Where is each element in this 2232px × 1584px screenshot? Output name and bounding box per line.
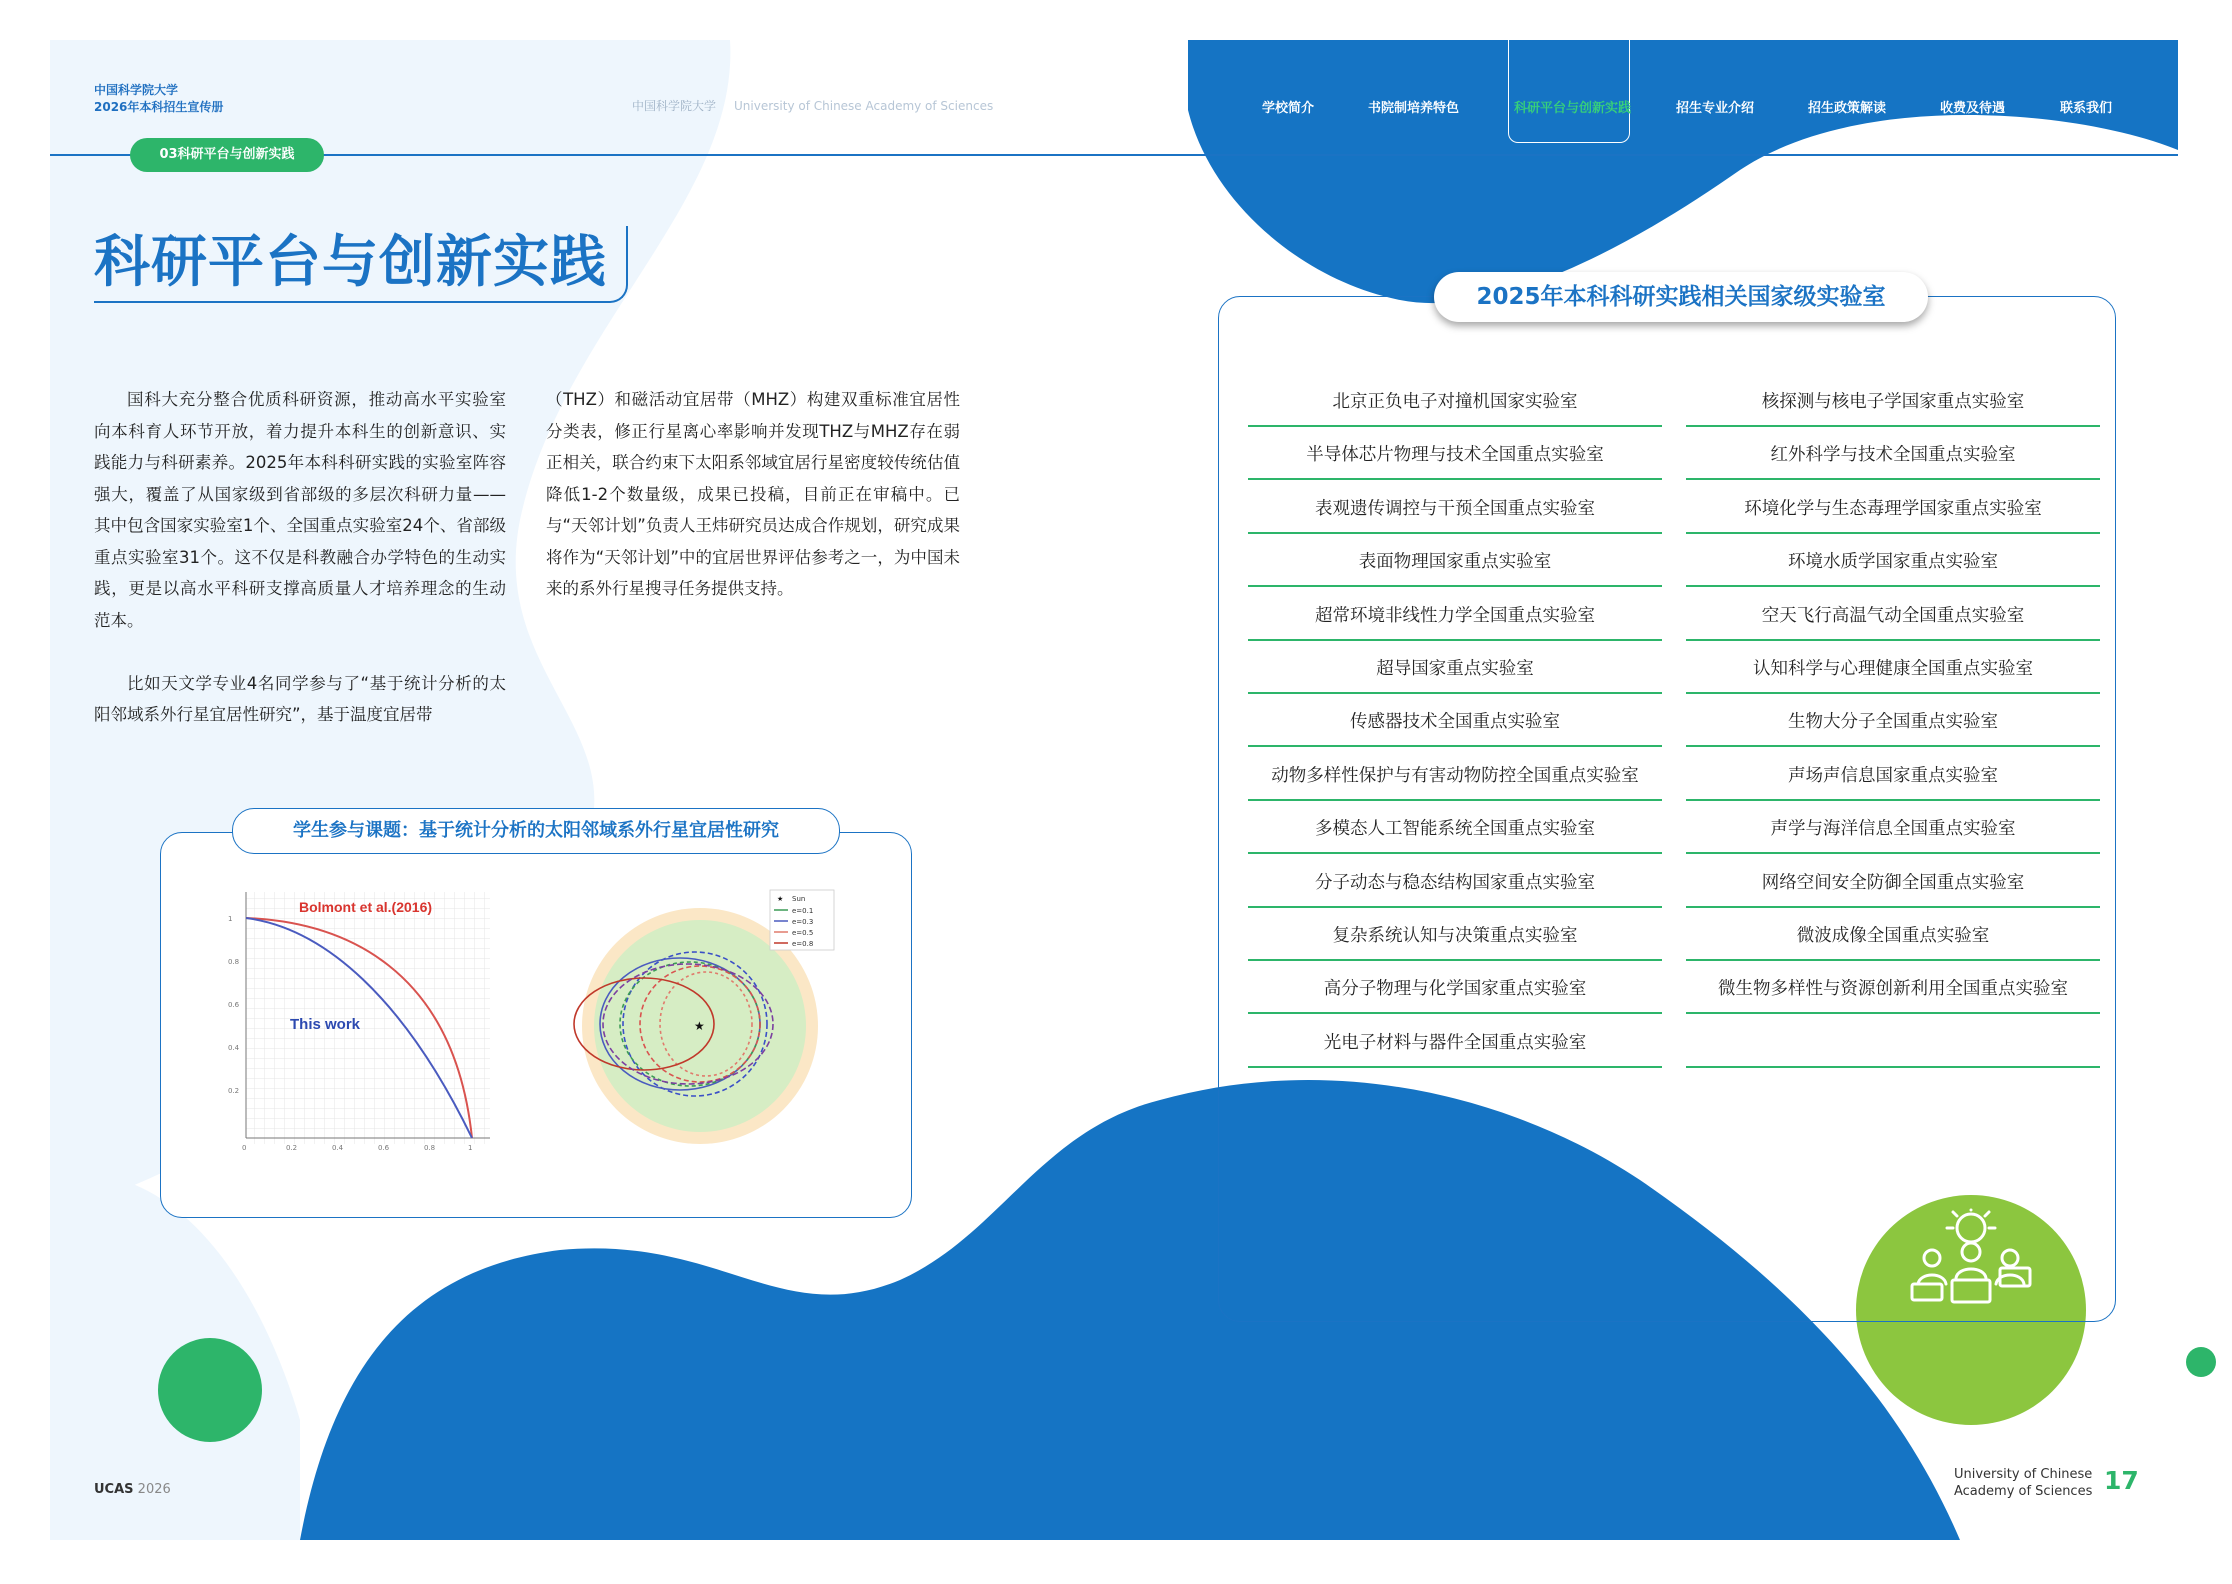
labs-column-right <box>1686 376 2100 1070</box>
this-work-label: This work <box>290 1016 361 1033</box>
habitability-curve-plot <box>224 888 494 1158</box>
lab-item: 多模态人工智能系统全国重点实验室 <box>1248 803 1662 854</box>
brochure-header <box>94 82 223 116</box>
lab-item: 声场声信息国家重点实验室 <box>1686 750 2100 801</box>
nav-item-research-platform[interactable]: 科研平台与创新实践 <box>1514 101 1632 116</box>
brochure-name: 2026年本科招生宣传册 <box>94 100 224 114</box>
y-tick: 0.4 <box>228 1044 240 1052</box>
x-tick: 0.2 <box>286 1144 298 1152</box>
legend-e08: e=0.8 <box>792 940 814 948</box>
y-tick: 0.2 <box>228 1087 240 1095</box>
page-title: 科研平台与创新实践 <box>94 230 607 295</box>
body-column-left <box>94 384 506 731</box>
legend-e05: e=0.5 <box>792 929 814 937</box>
labs-column-left <box>1248 376 1662 1070</box>
body-paragraph-2: 比如天文学专业4名同学参与了“基于统计分析的太阳邻域系外行星宜居性研究”，基于温度宜居带 <box>94 673 506 724</box>
header-center-en: University of Chinese Academy of Sciences <box>734 99 994 113</box>
body-paragraph-1: 国科大充分整合优质科研资源，推动高水平实验室向本科育人环节开放，着力提升本科生的创新意识、实践能力与科研素养。2025年本科科研实践的实验室阵容强大，覆盖了从国家级到省部级的多层次科研力量——其中包含国家实验室1个、全国重点实验室24个、省部级重点实验室31个。这不仅是科教融合办学特色的生动实践，更是以高水平科研支撑高质量人才培养理念的生动范本。 <box>94 390 506 630</box>
body-paragraph-3: （THZ）和磁活动宜居带（MHZ）构建双重标准宜居性分类表，修正行星离心率影响并发现THZ与MHZ存在弱正相关，联合约束下太阳系邻域宜居行星密度较传统估值降低1-2个数量级，成果已投稿，目前正在审稿中。已与“天邻计划”负责人王炜研究员达成合作规划，研究成果将作为“天邻计划”中的宜居世界评估参考之一，为中国未来的系外行星搜寻任务提供支持。 <box>546 390 960 598</box>
header-divider <box>50 154 2178 156</box>
page-number: 17 <box>2104 1466 2139 1495</box>
footer-university-en <box>1954 1466 2092 1500</box>
lab-item: 声学与海洋信息全国重点实验室 <box>1686 803 2100 854</box>
lab-item: 认知科学与心理健康全国重点实验室 <box>1686 643 2100 694</box>
lab-item: 表面物理国家重点实验室 <box>1248 536 1662 587</box>
nav-item-fees[interactable]: 收费及待遇 <box>1940 101 2006 116</box>
lab-item: 光电子材料与器件全国重点实验室 <box>1248 1017 1662 1068</box>
body-column-right <box>546 384 960 605</box>
lab-item: 红外科学与技术全国重点实验室 <box>1686 429 2100 480</box>
lab-item: 生物大分子全国重点实验室 <box>1686 696 2100 747</box>
header-center <box>632 97 993 114</box>
x-tick: 0.4 <box>332 1144 344 1152</box>
lab-item: 空天飞行高温气动全国重点实验室 <box>1686 590 2100 641</box>
lab-item: 微波成像全国重点实验室 <box>1686 910 2100 961</box>
lab-item: 分子动态与稳态结构国家重点实验室 <box>1248 857 1662 908</box>
footer-brand <box>94 1482 171 1497</box>
svg-text:★: ★ <box>777 895 784 903</box>
nav-item-school-intro[interactable]: 学校简介 <box>1262 101 1315 116</box>
footer-brand-name: UCAS <box>94 1482 134 1497</box>
lab-item: 复杂系统认知与决策重点实验室 <box>1248 910 1662 961</box>
lab-item: 北京正负电子对撞机国家实验室 <box>1248 376 1662 427</box>
header-center-cn: 中国科学院大学 <box>632 99 717 113</box>
nav-item-college-system[interactable]: 书院制培养特色 <box>1368 101 1460 116</box>
figure-title: 学生参与课题：基于统计分析的太阳邻域系外行星宜居性研究 <box>232 808 840 854</box>
labs-title: 2025年本科科研实践相关国家级实验室 <box>1434 272 1928 322</box>
section-tag: 03科研平台与创新实践 <box>130 138 324 172</box>
nav-item-contact[interactable]: 联系我们 <box>2060 101 2113 116</box>
sun-marker: ★ <box>694 1019 705 1033</box>
legend-e03: e=0.3 <box>792 918 814 926</box>
lab-item: 超导国家重点实验室 <box>1248 643 1662 694</box>
lab-item: 高分子物理与化学国家重点实验室 <box>1248 963 1662 1014</box>
x-tick: 1 <box>468 1144 473 1152</box>
nav-item-majors[interactable]: 招生专业介绍 <box>1676 101 1755 116</box>
footer-en-line1: University of Chinese <box>1954 1467 2093 1482</box>
lab-item: 网络空间安全防御全国重点实验室 <box>1686 857 2100 908</box>
lab-item: 微生物多样性与资源创新利用全国重点实验室 <box>1686 963 2100 1014</box>
lab-item-empty <box>1686 1017 2100 1068</box>
y-tick: 0.8 <box>228 958 240 966</box>
lab-item: 超常环境非线性力学全国重点实验室 <box>1248 590 1662 641</box>
lab-item: 传感器技术全国重点实验室 <box>1248 696 1662 747</box>
legend-sun: Sun <box>792 895 806 903</box>
lab-item: 环境水质学国家重点实验室 <box>1686 536 2100 587</box>
lab-item: 动物多样性保护与有害动物防控全国重点实验室 <box>1248 750 1662 801</box>
y-tick: 0.6 <box>228 1001 240 1009</box>
footer-year: 2026 <box>137 1482 171 1497</box>
x-tick: 0.8 <box>424 1144 436 1152</box>
footer-en-line2: Academy of Sciences <box>1954 1484 2093 1499</box>
y-tick: 1 <box>228 915 233 923</box>
lab-item: 环境化学与生态毒理学国家重点实验室 <box>1686 483 2100 534</box>
orbit-habitable-zone-plot <box>570 886 840 1156</box>
nav-item-policy[interactable]: 招生政策解读 <box>1808 101 1887 116</box>
x-tick: 0.6 <box>378 1144 390 1152</box>
x-tick: 0 <box>242 1144 247 1152</box>
org-name: 中国科学院大学 <box>94 83 179 97</box>
bolmont-label: Bolmont et al.(2016) <box>299 899 433 915</box>
legend-e01: e=0.1 <box>792 907 814 915</box>
lab-item: 表观遗传调控与干预全国重点实验室 <box>1248 483 1662 534</box>
lab-item: 核探测与核电子学国家重点实验室 <box>1686 376 2100 427</box>
nav-active-frame <box>1508 0 1630 143</box>
lab-item: 半导体芯片物理与技术全国重点实验室 <box>1248 429 1662 480</box>
